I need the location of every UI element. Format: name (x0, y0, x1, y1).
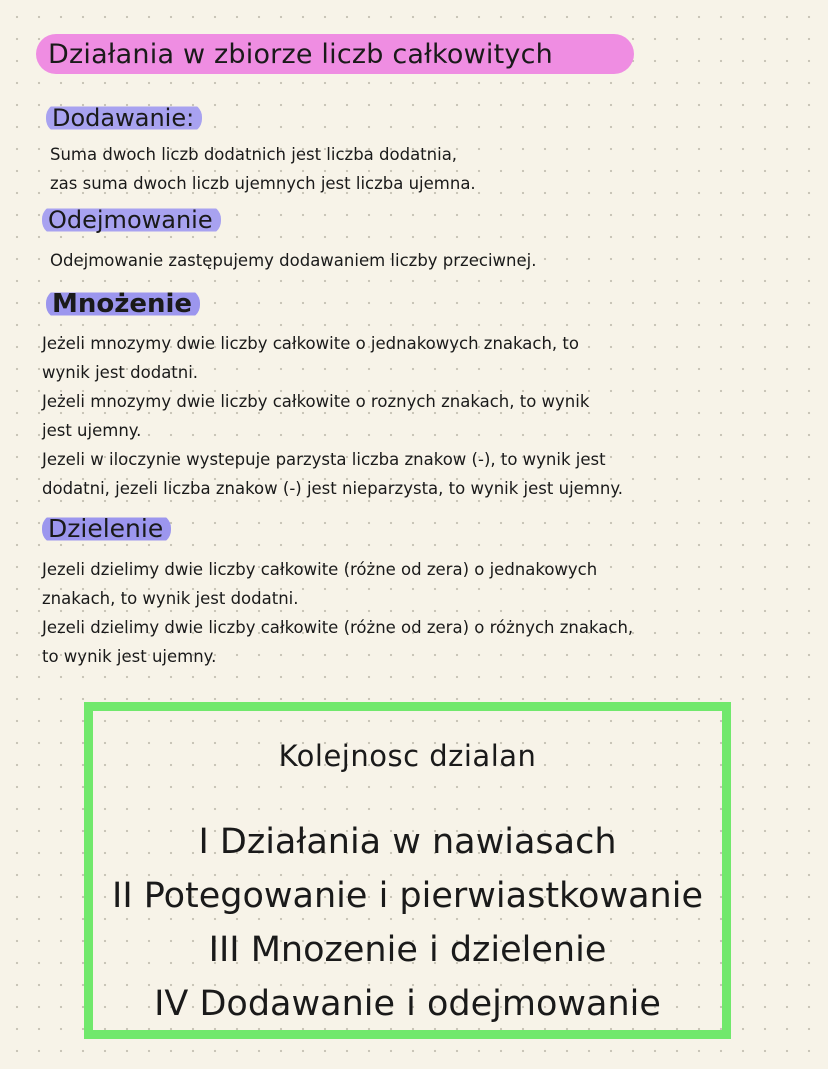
heading-division: Dzielenie (42, 514, 171, 544)
multiplication-line: dodatni, jezeli liczba znakow (-) jest nieparzysta, to wynik jest ujemny. (42, 479, 623, 498)
order-of-operations-box (84, 702, 731, 1039)
division-line: Jezeli dzielimy dwie liczby całkowite (różne od zera) o różnych znakach, (42, 618, 634, 637)
order-item: IV Dodawanie i odejmowanie (154, 984, 661, 1024)
division-line: to wynik jest ujemny. (42, 647, 217, 666)
order-item: III Mnozenie i dzielenie (208, 930, 607, 970)
multiplication-line: Jeżeli mnozymy dwie liczby całkowite o jednakowych znakach, to (42, 334, 579, 353)
division-text (42, 556, 633, 672)
multiplication-line: wynik jest dodatni. (42, 363, 199, 382)
heading-addition: Dodawanie: (46, 103, 202, 133)
addition-line: Suma dwoch liczb dodatnich jest liczba dodatnia, (50, 145, 458, 164)
subtraction-line: Odejmowanie zastępujemy dodawaniem liczby przeciwnej. (50, 251, 537, 270)
division-line: znakach, to wynik jest dodatni. (42, 589, 299, 608)
addition-text (50, 141, 476, 199)
order-item: II Potegowanie i pierwiastkowanie (112, 876, 703, 916)
title-highlight (36, 34, 634, 74)
heading-subtraction: Odejmowanie (42, 205, 221, 235)
order-box-title: Kolejnosc dzialan (278, 739, 537, 773)
multiplication-text (42, 330, 623, 504)
multiplication-line: Jezeli w iloczynie wystepuje parzysta liczba znakow (-), to wynik jest (42, 450, 606, 469)
multiplication-line: Jeżeli mnozymy dwie liczby całkowite o roznych znakach, to wynik (42, 392, 590, 411)
page-title: Działania w zbiorze liczb całkowitych (48, 38, 553, 70)
subtraction-text (50, 247, 536, 276)
order-item: I Działania w nawiasach (198, 822, 617, 862)
heading-multiplication: Mnożenie (46, 289, 200, 319)
addition-line: zas suma dwoch liczb ujemnych jest liczba ujemna. (50, 174, 476, 193)
order-list (93, 815, 722, 1031)
division-line: Jezeli dzielimy dwie liczby całkowite (różne od zera) o jednakowych (42, 560, 598, 579)
multiplication-line: jest ujemny. (42, 421, 142, 440)
